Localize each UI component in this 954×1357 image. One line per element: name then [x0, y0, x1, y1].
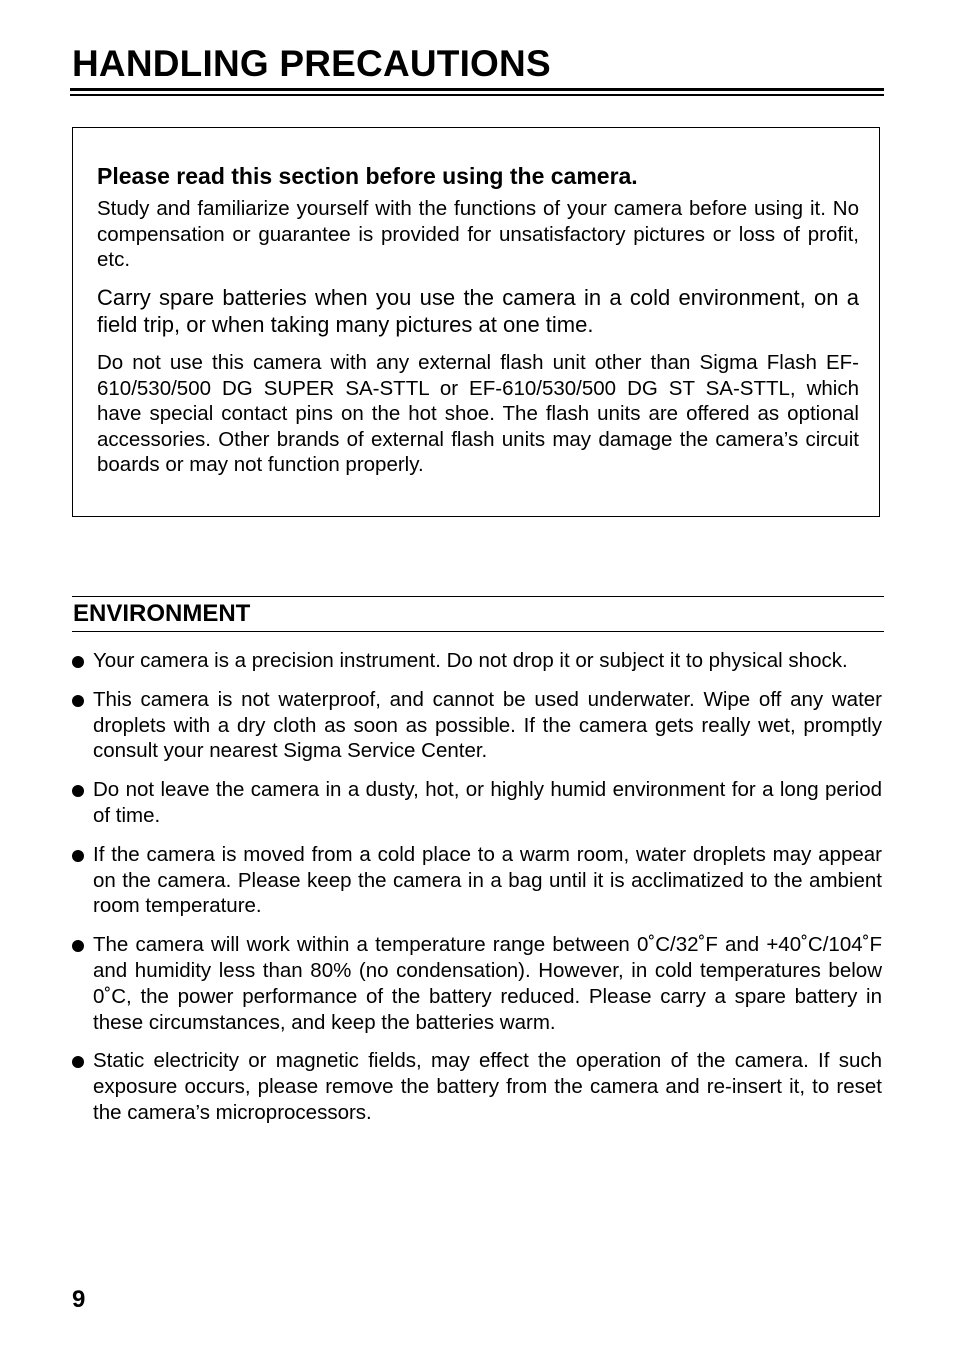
bullet-icon	[72, 785, 84, 797]
list-item-text: If the camera is moved from a cold place to a warm room, water droplets may appear on the camera. Please keep the camera in a bag until it is acclimatized to the ambient room temperature.	[93, 842, 882, 918]
list-item-text: Your camera is a precision instrument. Do not drop it or subject it to physical shock.	[93, 649, 848, 672]
notice-paragraph-familiarize: Study and familiarize yourself with the functions of your camera before using it. No compensation or guarantee is provided for unsatisfactory pictures or loss of profit, etc.	[97, 197, 859, 272]
notice-heading: Please read this section before using the camera.	[97, 163, 638, 189]
page-number: 9	[72, 1286, 86, 1313]
title-rule-thick	[70, 88, 884, 91]
bullet-icon	[72, 656, 84, 668]
list-item-text: This camera is not waterproof, and cannot be used underwater. Wipe off any water droplets with a dry cloth as soon as possible. If the camera gets really wet, promptly consult your nearest Sigma Service Center.	[93, 687, 882, 763]
bullet-icon	[72, 1056, 84, 1068]
list-item	[72, 1048, 882, 1125]
list-item-text: The camera will work within a temperature range between 0˚C/32˚F and +40˚C/104˚F and humidity less than 80% (no condensation). However, in cold temperatures below 0˚C, the power performance of the battery reduced. Please carry a spare battery in these circumstances, and keep the batteries warm.	[93, 933, 882, 1034]
list-item-text: Static electricity or magnetic fields, may effect the operation of the camera. If such exposure occurs, please remove the battery from the camera and re-insert it, to reset the camera’s microprocessors.	[93, 1049, 882, 1124]
list-item	[72, 777, 882, 829]
notice-paragraph-spare-batteries: Carry spare batteries when you use the camera in a cold environment, on a field trip, or when taking many pictures at one time.	[97, 285, 859, 337]
list-item	[72, 842, 882, 919]
section-heading-environment: ENVIRONMENT	[73, 600, 251, 627]
bullet-icon	[72, 940, 84, 952]
notice-box	[72, 127, 880, 517]
list-item	[72, 687, 882, 764]
section-rule-top	[72, 596, 884, 597]
bullet-icon	[72, 695, 84, 707]
section-rule-bottom	[72, 631, 884, 632]
page-title: HANDLING PRECAUTIONS	[72, 43, 551, 84]
environment-list	[72, 648, 882, 1139]
title-rule-thin	[70, 94, 884, 96]
list-item	[72, 648, 882, 674]
list-item	[72, 932, 882, 1035]
notice-paragraph-external-flash: Do not use this camera with any external flash unit other than Sigma Flash EF-610/530/500 DG SUPER SA-STTL or EF-610/530/500 DG ST SA-STTL, which have special contact pins on the hot shoe. The flash units are offered as optional accessories. Other brands of external flash units may damage the camera’s circuit boards or may not function properly.	[97, 351, 859, 477]
list-item-text: Do not leave the camera in a dusty, hot, or highly humid environment for a long period of time.	[93, 778, 882, 827]
bullet-icon	[72, 850, 84, 862]
